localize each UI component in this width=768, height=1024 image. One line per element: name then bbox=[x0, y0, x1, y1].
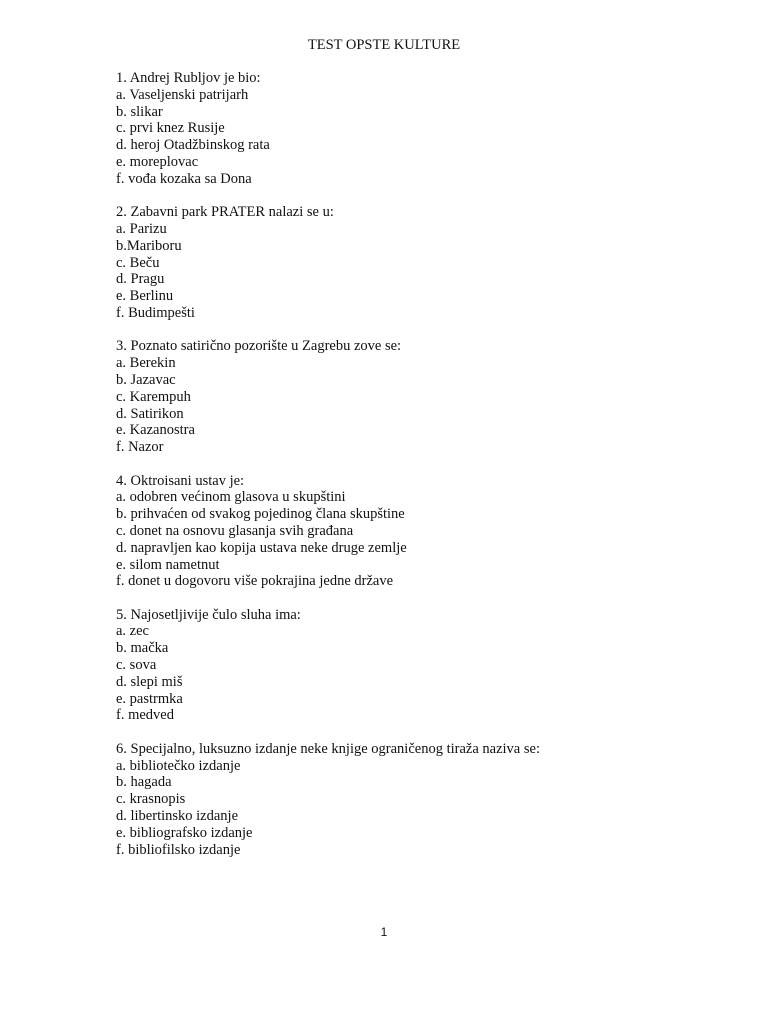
question-prompt: 4. Oktroisani ustav je: bbox=[116, 472, 245, 489]
answer-option: b. slikar bbox=[116, 103, 163, 120]
question-prompt: 6. Specijalno, luksuzno izdanje neke knjige ograničenog tiraža naziva se: bbox=[116, 740, 540, 757]
answer-option: b. hagada bbox=[116, 774, 172, 791]
question-list bbox=[116, 70, 736, 875]
answer-option: b. prihvaćen od svakog pojedinog člana skupštine bbox=[116, 506, 405, 523]
answer-option: f. Budimpešti bbox=[116, 304, 195, 321]
answer-option: b.Mariboru bbox=[116, 237, 182, 254]
question-1 bbox=[116, 70, 736, 188]
question-4 bbox=[116, 473, 736, 591]
answer-option: c. Karempuh bbox=[116, 388, 191, 405]
answer-option: d. heroj Otadžbinskog rata bbox=[116, 137, 270, 154]
answer-option: e. pastrmka bbox=[116, 690, 183, 707]
answer-option: a. Berekin bbox=[116, 355, 176, 372]
question-5 bbox=[116, 607, 736, 725]
answer-option: f. Nazor bbox=[116, 439, 164, 456]
answer-option: d. libertinsko izdanje bbox=[116, 808, 239, 825]
answer-option: a. Parizu bbox=[116, 220, 167, 237]
answer-option: a. Vaseljenski patrijarh bbox=[116, 86, 249, 103]
answer-option: a. bibliotečko izdanje bbox=[116, 757, 241, 774]
question-6 bbox=[116, 741, 736, 859]
page-number: 1 bbox=[380, 925, 388, 939]
answer-option: e. bibliografsko izdanje bbox=[116, 824, 253, 841]
answer-option: b. mačka bbox=[116, 640, 169, 657]
question-3 bbox=[116, 338, 736, 456]
answer-option: d. Satirikon bbox=[116, 405, 184, 422]
answer-option: d. napravljen kao kopija ustava neke druge zemlje bbox=[116, 539, 407, 556]
answer-option: b. Jazavac bbox=[116, 371, 176, 388]
question-prompt: 5. Najosetljivije čulo sluha ima: bbox=[116, 606, 301, 623]
answer-option: d. Pragu bbox=[116, 271, 165, 288]
question-prompt: 2. Zabavni park PRATER nalazi se u: bbox=[116, 204, 334, 221]
answer-option: c. krasnopis bbox=[116, 791, 186, 808]
answer-option: c. donet na osnovu glasanja svih građana bbox=[116, 522, 354, 539]
answer-option: e. moreplovac bbox=[116, 153, 199, 170]
answer-option: e. Kazanostra bbox=[116, 422, 195, 439]
answer-option: d. slepi miš bbox=[116, 673, 183, 690]
answer-option: e. silom nametnut bbox=[116, 556, 220, 573]
answer-option: c. prvi knez Rusije bbox=[116, 120, 225, 137]
answer-option: f. vođa kozaka sa Dona bbox=[116, 170, 252, 187]
question-prompt: 3. Poznato satirično pozorište u Zagrebu zove se: bbox=[116, 338, 402, 355]
answer-option: a. zec bbox=[116, 623, 149, 640]
answer-option: f. donet u dogovoru više pokrajina jedne države bbox=[116, 573, 394, 590]
question-2 bbox=[116, 204, 736, 322]
question-prompt: 1. Andrej Rubljov je bio: bbox=[116, 70, 261, 86]
answer-option: f. bibliofilsko izdanje bbox=[116, 841, 241, 858]
document-title: TEST OPSTE KULTURE bbox=[307, 37, 461, 53]
answer-option: a. odobren većinom glasova u skupštini bbox=[116, 489, 346, 506]
answer-option: c. Beču bbox=[116, 254, 160, 271]
answer-option: f. medved bbox=[116, 707, 174, 724]
answer-option: e. Berlinu bbox=[116, 288, 174, 305]
answer-option: c. sova bbox=[116, 657, 157, 674]
